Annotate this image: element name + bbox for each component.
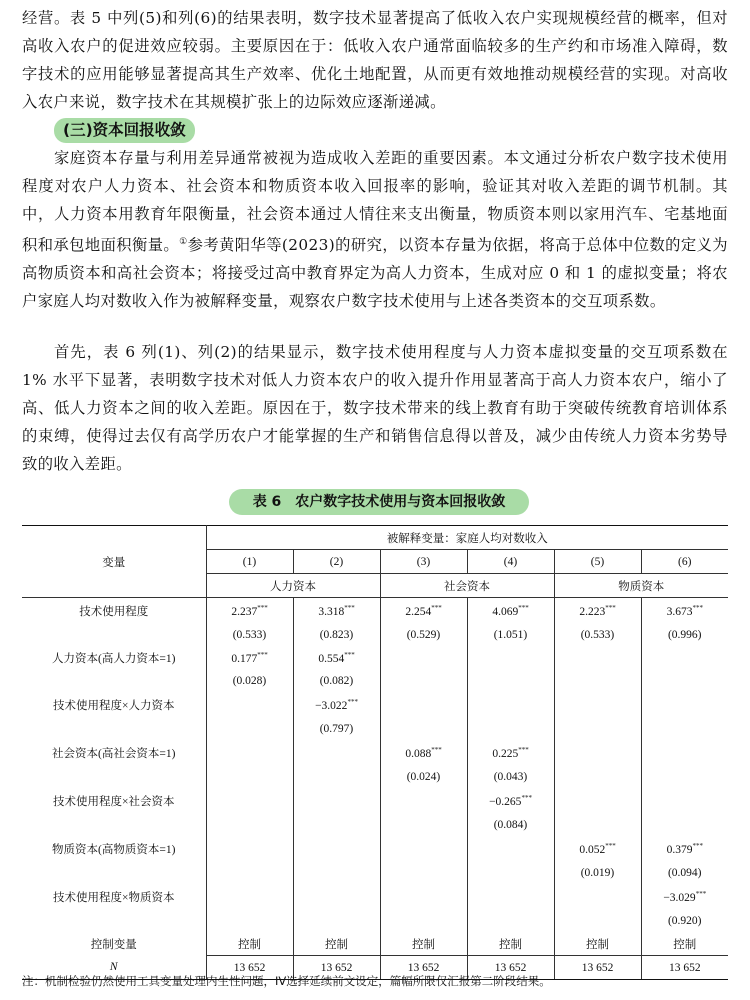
table-row [22, 836, 728, 861]
coef-social-4: 0.225*** [467, 740, 554, 765]
coef-tech-social-4: −0.265*** [467, 788, 554, 813]
coef-tech-2: 3.318*** [293, 598, 380, 624]
table-row [22, 669, 728, 692]
table-row [22, 646, 728, 669]
controls-5: 控制 [554, 932, 641, 956]
table-row [22, 813, 728, 836]
table-row [22, 717, 728, 740]
coef-tech-3: 2.254*** [380, 598, 467, 624]
table-row [22, 765, 728, 788]
se-tech-3: (0.529) [380, 623, 467, 646]
coef-tech-6: 3.673*** [666, 603, 703, 618]
n-4: 13 652 [467, 956, 554, 980]
n-3: 13 652 [380, 956, 467, 980]
coef-tech-physical-6: −3.029*** [663, 889, 707, 904]
section-heading: (三)资本回报收敛 [54, 118, 195, 143]
controls-6: 控制 [673, 938, 697, 951]
coef-tech-5: 2.223*** [554, 598, 641, 624]
n-5: 13 652 [554, 956, 641, 980]
paragraph-capital-returns-part1: 家庭资本存量与利用差异通常被视为造成收入差距的重要因素。本文通过分析农户数字技术使用程度对农户人力资本、社会资本和物质资本收入回报率的影响，验证其对收入差距的调节机制。其中，人力资本用教育年限衡量，社会资本通过人情往来支出衡量，物质资本则以家用汽车、宅基地面积和承包地面积衡量。 [22, 149, 728, 254]
coef-human-1: 0.177*** [206, 646, 293, 669]
table-row [22, 909, 728, 932]
row-label-physical: 物质资本(高物质资本=1) [22, 836, 206, 861]
n-6: 13 652 [641, 956, 728, 980]
table-row [22, 598, 728, 624]
header-variable: 变量 [22, 526, 206, 598]
se-physical-6: (0.094) [667, 866, 702, 879]
se-tech-physical-6: (0.920) [667, 914, 702, 927]
se-human-1: (0.028) [206, 669, 293, 692]
table-row [22, 788, 728, 813]
regression-table [22, 525, 728, 980]
coef-physical-6: 0.379*** [666, 841, 703, 856]
header-col-6: (6) [641, 550, 728, 574]
header-col-5: (5) [554, 550, 641, 574]
row-label-tech-social: 技术使用程度×社会资本 [22, 788, 206, 813]
header-group-social: 社会资本 [380, 574, 554, 598]
table-note: 注：机制检验仍然使用工具变量处理内生性问题，IV选择延续前文设定，篇幅所限仅汇报第二阶段结果。 [22, 974, 551, 988]
row-label-tech-physical: 技术使用程度×物质资本 [22, 884, 206, 909]
se-tech-4: (1.051) [467, 623, 554, 646]
row-label-tech: 技术使用程度 [22, 598, 206, 624]
row-label-social: 社会资本(高社会资本=1) [22, 740, 206, 765]
paragraph-capital-returns-part2: 参考黄阳华等(2023)的研究，以资本存量为依据，将高于总体中位数的定义为高物质资本和高社会资本；将接受过高中教育界定为高人力资本，生成对应 0 和 1 的虚拟变量；将农户家庭人均对数收入作为被解释变量，观察农户数字技术使用与上述各类资本的交互项系数。 [22, 236, 728, 310]
se-social-3: (0.024) [380, 765, 467, 788]
se-tech-social-4: (0.084) [467, 813, 554, 836]
controls-2: 控制 [293, 932, 380, 956]
controls-4: 控制 [467, 932, 554, 956]
coef-social-3: 0.088*** [380, 740, 467, 765]
header-dependent-variable: 被解释变量：家庭人均对数收入 [206, 526, 728, 550]
row-label-human: 人力资本(高人力资本=1) [22, 646, 206, 669]
se-tech-6: (0.996) [667, 628, 702, 641]
header-col-2: (2) [293, 550, 380, 574]
table-row [22, 932, 728, 956]
coef-physical-5: 0.052*** [554, 836, 641, 861]
se-social-4: (0.043) [467, 765, 554, 788]
table-row [22, 623, 728, 646]
table-row [22, 861, 728, 884]
n-2: 13 652 [293, 956, 380, 980]
header-col-1: (1) [206, 550, 293, 574]
coef-tech-4: 4.069*** [467, 598, 554, 624]
se-tech-5: (0.533) [554, 623, 641, 646]
controls-1: 控制 [206, 932, 293, 956]
table-title: 表 6 农户数字技术使用与资本回报收敛 [229, 489, 529, 515]
row-label-n: N [22, 956, 206, 980]
coef-human-2: 0.554*** [293, 646, 380, 669]
paragraph-human-capital-result: 首先，表 6 列(1)、列(2)的结果显示，数字技术使用程度与人力资本虚拟变量的交互项系数在 1% 水平下显著，表明数字技术对低人力资本农户的收入提升作用显著高于高人力资本农户，缩小了高、低人力资本之间的收入差距。原因在于，数字技术带来的线上教育有助于突破传统教育培训体系的束缚，使得过去仅有高学历农户才能掌握的生产和销售信息得以普及，减少由传统人力资本劣势导致的收入差距。 [22, 343, 728, 473]
table-row [22, 884, 728, 909]
coef-tech-human-2: −3.022*** [293, 692, 380, 717]
se-physical-5: (0.019) [554, 861, 641, 884]
header-col-3: (3) [380, 550, 467, 574]
se-tech-2: (0.823) [293, 623, 380, 646]
header-col-4: (4) [467, 550, 554, 574]
header-group-human: 人力资本 [206, 574, 380, 598]
se-human-2: (0.082) [293, 669, 380, 692]
paragraph-scale-operation: 经营。表 5 中列(5)和列(6)的结果表明，数字技术显著提高了低收入农户实现规模经营的概率，但对高收入农户的促进效应较弱。主要原因在于：低收入农户通常面临较多的生产约和市场准入障碍，数字技术的应用能够显著提高其生产效率、优化土地配置，从而更有效地推动规模经营的实现。对高收入农户来说，数字技术在其规模扩张上的边际效应逐渐递减。 [22, 9, 728, 111]
row-label-tech-human: 技术使用程度×人力资本 [22, 692, 206, 717]
footnote-marker[interactable]: ① [179, 237, 188, 247]
table-row [22, 740, 728, 765]
row-label-controls: 控制变量 [22, 932, 206, 956]
se-tech-1: (0.533) [206, 623, 293, 646]
coef-tech-1: 2.237*** [206, 598, 293, 624]
controls-3: 控制 [380, 932, 467, 956]
paragraph-capital-returns [22, 144, 728, 315]
se-tech-human-2: (0.797) [293, 717, 380, 740]
n-1: 13 652 [206, 956, 293, 980]
header-group-physical: 物质资本 [554, 574, 728, 598]
table-row [22, 692, 728, 717]
